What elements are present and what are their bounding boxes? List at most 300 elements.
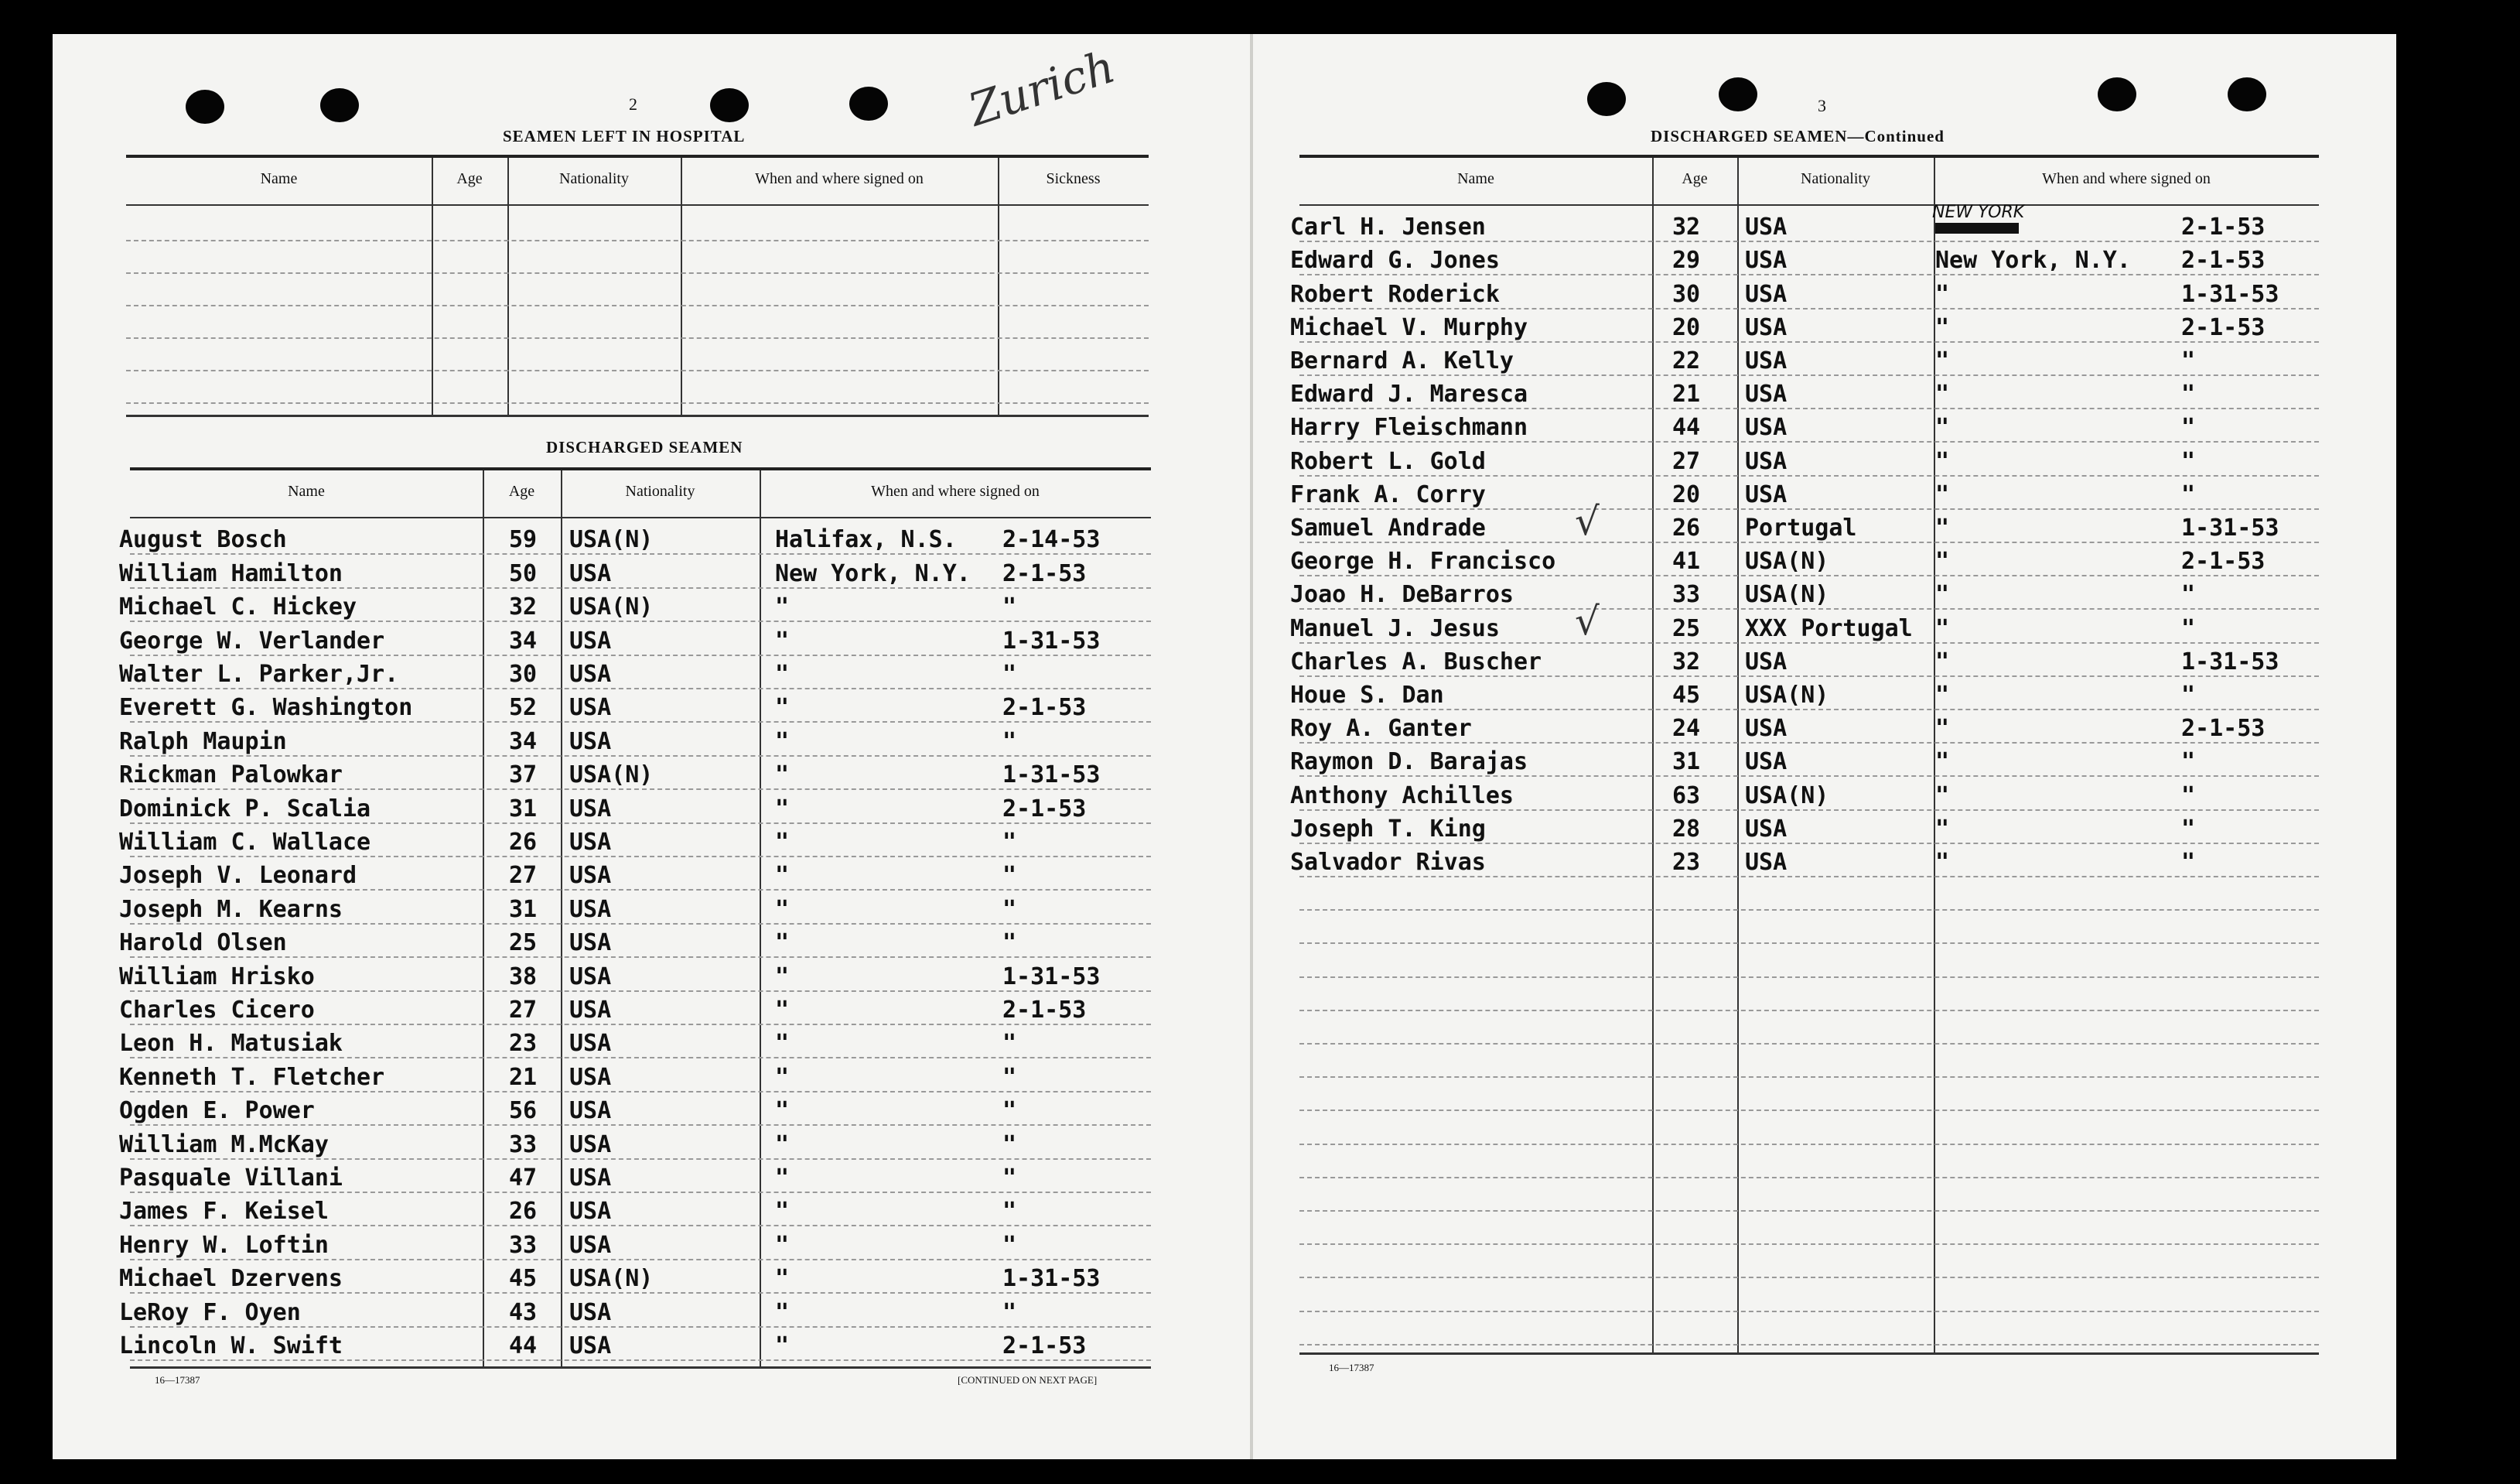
seaman-nationality: USA (1745, 214, 1788, 241)
signed-on-place: " (1935, 614, 1950, 642)
table-row (1299, 1043, 2319, 1078)
seaman-nationality: USA (569, 1063, 612, 1091)
punch-hole (710, 88, 749, 122)
seaman-age: 45 (1672, 681, 1701, 709)
punch-hole (2098, 77, 2136, 111)
signed-on-place: " (775, 862, 790, 890)
seaman-name: Carl H. Jensen (1290, 214, 1486, 241)
seaman-age: 21 (509, 1063, 538, 1091)
column-header: Age (508, 483, 535, 500)
seaman-nationality: USA (569, 1130, 612, 1158)
table-row (1290, 542, 2319, 576)
signed-on-date: " (2181, 614, 2196, 642)
seaman-name: Edward J. Maresca (1290, 381, 1528, 409)
seaman-nationality: USA (1745, 715, 1788, 743)
seaman-age: 32 (509, 593, 538, 621)
table-row (1299, 1177, 2319, 1212)
seaman-name: Rickman Palowkar (119, 761, 343, 789)
seaman-nationality: USA (569, 627, 612, 655)
table-row (1290, 408, 2319, 443)
seaman-nationality: USA (1745, 480, 1788, 508)
seaman-name: George W. Verlander (119, 627, 385, 655)
seaman-nationality: USA (569, 660, 612, 688)
signed-on-place: " (775, 1265, 790, 1293)
signed-on-place: " (775, 1097, 790, 1125)
signed-on-place: " (1935, 414, 1950, 442)
table-row (1290, 675, 2319, 710)
table-row (1290, 775, 2319, 810)
column-header: Age (1682, 170, 1708, 187)
seaman-nationality: USA (569, 929, 612, 957)
signed-on-date: " (2181, 848, 2196, 876)
seaman-age: 33 (1672, 581, 1701, 609)
signed-on-date: 2-1-53 (2181, 247, 2266, 275)
continued-note: [CONTINUED ON NEXT PAGE] (958, 1374, 1098, 1386)
seaman-nationality: USA (569, 1097, 612, 1125)
table-row (1299, 1210, 2319, 1245)
table-row (119, 1124, 1151, 1159)
seaman-age: 52 (509, 694, 538, 722)
table-row (119, 1192, 1151, 1226)
seaman-age: 23 (1672, 848, 1701, 876)
signed-on-date: 1-31-53 (1002, 627, 1101, 655)
column-header: Nationality (625, 483, 695, 500)
table-row (1290, 203, 2319, 242)
seaman-age: 24 (1672, 715, 1701, 743)
table-row (1290, 599, 2319, 645)
signed-on-date: 2-1-53 (2181, 715, 2266, 743)
signed-on-place: " (775, 761, 790, 789)
seaman-name: Joao H. DeBarros (1290, 581, 1514, 609)
table-row (119, 1158, 1151, 1193)
signed-on-date: 2-1-53 (1002, 996, 1087, 1024)
table-top-rule (130, 467, 1151, 470)
table-row (119, 755, 1151, 790)
signed-on-place: New York, N.Y. (1935, 247, 2131, 275)
signed-on-date: 1-31-53 (2181, 648, 2279, 675)
signed-on-place: " (775, 660, 790, 688)
column-header: Nationality (1801, 170, 1870, 187)
seaman-name: Ralph Maupin (119, 727, 287, 755)
seaman-nationality: USA(N) (1745, 681, 1829, 709)
signed-on-place: " (1935, 748, 1950, 776)
seaman-age: 56 (509, 1097, 538, 1125)
table-row (119, 621, 1151, 655)
seaman-age: 30 (509, 660, 538, 688)
table-row (1290, 274, 2319, 309)
seaman-nationality: USA(N) (569, 761, 654, 789)
signed-on-date: 1-31-53 (2181, 514, 2279, 542)
seaman-name: William M.McKay (119, 1130, 329, 1158)
seaman-name: Joseph V. Leonard (119, 862, 357, 890)
seaman-name: Michael Dzervens (119, 1265, 343, 1293)
table-row (119, 1091, 1151, 1126)
hospital-row (126, 272, 1149, 306)
signed-on-place: " (775, 1164, 790, 1192)
column-header: When and where signed on (2042, 170, 2211, 187)
table-row (1290, 709, 2319, 744)
hospital-section-title: SEAMEN LEFT IN HOSPITAL (503, 127, 746, 145)
table-row (1290, 843, 2319, 877)
check-mark: √ (1575, 498, 1600, 544)
signed-on-place: " (1935, 815, 1950, 843)
seaman-nationality: USA(N) (569, 526, 654, 554)
signed-on-date: 2-1-53 (1002, 1332, 1087, 1359)
punch-hole (1719, 77, 1757, 111)
column-header: Age (456, 170, 483, 187)
signed-on-date: 2-1-53 (1002, 795, 1087, 822)
seaman-age: 25 (509, 929, 538, 957)
column-header: Name (288, 483, 325, 500)
signed-on-date: " (2181, 381, 2196, 409)
seaman-age: 27 (1672, 447, 1701, 475)
hospital-row (126, 370, 1149, 404)
signed-on-place: " (1935, 548, 1950, 576)
signed-on-date: " (1002, 929, 1017, 957)
table-row (119, 956, 1151, 991)
seaman-nationality: USA (569, 795, 612, 822)
seaman-name: George H. Francisco (1290, 548, 1556, 576)
table-row (1290, 241, 2319, 275)
table-row (1299, 1076, 2319, 1111)
seaman-age: 41 (1672, 548, 1701, 576)
signed-on-date: " (1002, 1231, 1017, 1259)
seaman-age: 33 (509, 1231, 538, 1259)
seaman-name: Walter L. Parker,Jr. (119, 660, 399, 688)
seaman-age: 43 (509, 1298, 538, 1326)
signed-on-place: " (1935, 648, 1950, 675)
column-header: When and where signed on (871, 483, 1040, 500)
form-number-right: 16—17387 (1329, 1362, 1374, 1373)
signed-on-date: " (1002, 1198, 1017, 1226)
seaman-age: 20 (1672, 480, 1701, 508)
table-row (1299, 1277, 2319, 1311)
seaman-name: Salvador Rivas (1290, 848, 1486, 876)
table-row (119, 721, 1151, 756)
signed-on-place: " (775, 1030, 790, 1058)
seaman-nationality: USA (1745, 381, 1788, 409)
signed-on-place: " (775, 929, 790, 957)
signed-on-place: " (1935, 581, 1950, 609)
table-row (119, 788, 1151, 823)
punch-hole (186, 90, 224, 124)
seaman-name: Robert Roderick (1290, 280, 1500, 308)
signed-on-date: 1-31-53 (1002, 761, 1101, 789)
signed-on-place: " (775, 627, 790, 655)
seaman-age: 29 (1672, 247, 1701, 275)
signed-on-place: " (775, 795, 790, 822)
seaman-age: 44 (1672, 414, 1701, 442)
punch-hole (1587, 82, 1626, 116)
table-row (1290, 341, 2319, 376)
seaman-age: 21 (1672, 381, 1701, 409)
punch-hole (2228, 77, 2266, 111)
seaman-nationality: USA(N) (569, 593, 654, 621)
seaman-nationality: USA (569, 559, 612, 587)
seaman-name: Dominick P. Scalia (119, 795, 371, 822)
seaman-age: 30 (1672, 280, 1701, 308)
signed-on-date: " (2181, 480, 2196, 508)
page-number-right: 3 (1818, 96, 1826, 115)
seaman-nationality: USA (569, 1298, 612, 1326)
signed-on-date: " (2181, 447, 2196, 475)
signed-on-date: " (1002, 1298, 1017, 1326)
table-row (1290, 809, 2319, 844)
seaman-age: 45 (509, 1265, 538, 1293)
seaman-nationality: USA (569, 1231, 612, 1259)
signed-on-date: " (2181, 681, 2196, 709)
table-row (1299, 1010, 2319, 1045)
seaman-nationality: USA (1745, 313, 1788, 341)
seaman-name: Leon H. Matusiak (119, 1030, 343, 1058)
signed-on-place: " (775, 1130, 790, 1158)
table-row (1290, 308, 2319, 343)
seaman-age: 32 (1672, 648, 1701, 675)
table-row (1290, 742, 2319, 777)
seaman-age: 28 (1672, 815, 1701, 843)
seaman-name: Manuel J. Jesus (1290, 614, 1500, 642)
seaman-nationality: USA (1745, 347, 1788, 374)
signed-on-date: " (1002, 1130, 1017, 1158)
header-rule (126, 204, 1149, 206)
seaman-nationality: USA (569, 1198, 612, 1226)
seaman-name: Harold Olsen (119, 929, 287, 957)
seaman-age: 31 (1672, 748, 1701, 776)
seaman-age: 25 (1672, 614, 1701, 642)
seaman-name: Charles A. Buscher (1290, 648, 1542, 675)
seaman-name: Pasquale Villani (119, 1164, 343, 1192)
seaman-name: Everett G. Washington (119, 694, 413, 722)
page-fold (1250, 34, 1253, 1459)
signed-on-place: " (775, 727, 790, 755)
seaman-age: 26 (1672, 514, 1701, 542)
seaman-nationality: USA (569, 828, 612, 856)
signed-on-date: " (1002, 828, 1017, 856)
seaman-nationality: USA (569, 862, 612, 890)
seaman-name: Joseph M. Kearns (119, 895, 343, 923)
signed-on-date: " (1002, 862, 1017, 890)
table-top-rule (126, 155, 1149, 158)
signed-on-place: " (775, 1298, 790, 1326)
signed-on-date: " (2181, 347, 2196, 374)
table-row (119, 990, 1151, 1025)
table-row (1299, 976, 2319, 1011)
signed-on-date: " (1002, 1063, 1017, 1091)
seaman-nationality: USA (1745, 280, 1788, 308)
handwritten-place: NEW YORK (1932, 203, 2025, 222)
seaman-nationality: USA(N) (1745, 781, 1829, 809)
signed-on-place: " (775, 593, 790, 621)
signed-on-place: " (775, 996, 790, 1024)
seaman-age: 26 (509, 828, 538, 856)
seaman-name: Kenneth T. Fletcher (119, 1063, 385, 1091)
seaman-name: Samuel Andrade (1290, 514, 1486, 542)
seaman-nationality: USA (1745, 848, 1788, 876)
signed-on-date: " (1002, 1164, 1017, 1192)
seaman-nationality: USA (569, 694, 612, 722)
signed-on-place: " (1935, 347, 1950, 374)
seaman-age: 27 (509, 996, 538, 1024)
table-row (1299, 1243, 2319, 1278)
table-bottom-rule (130, 1366, 1151, 1369)
table-row (119, 1057, 1151, 1092)
seaman-nationality: USA (1745, 815, 1788, 843)
discharged-table (119, 467, 1151, 1366)
table-row (1290, 642, 2319, 677)
seaman-nationality: USA (1745, 247, 1788, 275)
column-header: When and where signed on (755, 170, 924, 187)
seaman-name: Lincoln W. Swift (119, 1332, 343, 1359)
table-row (1290, 575, 2319, 610)
page-number-left: 2 (629, 94, 637, 114)
table-row (119, 889, 1151, 924)
table-bottom-rule (1299, 1352, 2319, 1355)
table-row (119, 688, 1151, 723)
signed-on-date: " (1002, 1030, 1017, 1058)
signed-on-place: " (775, 1198, 790, 1226)
seaman-nationality: USA (569, 963, 612, 990)
table-bottom-rule (126, 415, 1149, 417)
signed-on-date: 2-1-53 (2181, 548, 2266, 576)
table-row (1299, 942, 2319, 977)
seaman-name: Charles Cicero (119, 996, 315, 1024)
seaman-age: 23 (509, 1030, 538, 1058)
column-header: Nationality (559, 170, 629, 187)
punch-hole (849, 87, 888, 121)
table-row (1299, 1144, 2319, 1178)
check-mark: √ (1575, 599, 1600, 645)
seaman-nationality: USA (1745, 748, 1788, 776)
seaman-name: Roy A. Ganter (1290, 715, 1472, 743)
signed-on-place: " (775, 694, 790, 722)
signed-on-place: New York, N.Y. (775, 559, 971, 587)
table-row (119, 553, 1151, 588)
signed-on-place: " (775, 963, 790, 990)
struck-out-text (1935, 223, 2019, 234)
seaman-name: William C. Wallace (119, 828, 371, 856)
column-header: Sickness (1046, 170, 1101, 187)
signed-on-place: " (1935, 681, 1950, 709)
table-row (119, 655, 1151, 689)
signed-on-date: 2-1-53 (1002, 694, 1087, 722)
column-header: Name (1457, 170, 1494, 187)
hospital-row (126, 305, 1149, 339)
table-row (119, 1326, 1151, 1361)
seaman-name: August Bosch (119, 526, 287, 554)
column-header: Name (260, 170, 298, 187)
signed-on-date: 2-1-53 (2181, 214, 2266, 241)
seaman-name: James F. Keisel (119, 1198, 329, 1226)
seaman-name: Bernard A. Kelly (1290, 347, 1514, 374)
seaman-age: 63 (1672, 781, 1701, 809)
hospital-row (126, 207, 1149, 241)
seaman-age: 20 (1672, 313, 1701, 341)
table-row (1299, 1110, 2319, 1144)
seaman-name: Houe S. Dan (1290, 681, 1444, 709)
table-row (1290, 475, 2319, 510)
signed-on-date: " (2181, 781, 2196, 809)
signed-on-date: " (2181, 581, 2196, 609)
signed-on-date: 1-31-53 (2181, 280, 2279, 308)
seaman-age: 33 (509, 1130, 538, 1158)
table-row (119, 1292, 1151, 1327)
seaman-nationality: USA(N) (1745, 548, 1829, 576)
seaman-age: 37 (509, 761, 538, 789)
table-row (119, 587, 1151, 622)
signed-on-place: " (775, 1231, 790, 1259)
seaman-nationality: Portugal (1745, 514, 1857, 542)
table-row (1290, 441, 2319, 476)
signed-on-date: " (2181, 414, 2196, 442)
seaman-name: LeRoy F. Oyen (119, 1298, 301, 1326)
table-row (119, 822, 1151, 857)
right-section-title: DISCHARGED SEAMEN—Continued (1651, 127, 1945, 145)
signed-on-date: 2-14-53 (1002, 526, 1101, 554)
signed-on-place: " (1935, 480, 1950, 508)
table-row (119, 1024, 1151, 1058)
signed-on-place: " (775, 1063, 790, 1091)
seaman-age: 47 (509, 1164, 538, 1192)
signed-on-date: " (1002, 660, 1017, 688)
signed-on-place: Halifax, N.S. (775, 526, 957, 554)
signed-on-date: " (2181, 748, 2196, 776)
form-number-left: 16—17387 (155, 1374, 200, 1386)
signed-on-date: " (1002, 727, 1017, 755)
signed-on-place: " (1935, 514, 1950, 542)
seaman-name: William Hrisko (119, 963, 315, 990)
seaman-nationality: USA (1745, 414, 1788, 442)
signed-on-date: " (1002, 1097, 1017, 1125)
table-row (119, 1225, 1151, 1260)
signed-on-date: " (1002, 895, 1017, 923)
signed-on-place: " (775, 895, 790, 923)
seaman-age: 34 (509, 627, 538, 655)
signed-on-place: " (1935, 381, 1950, 409)
seaman-nationality: USA (569, 1030, 612, 1058)
seaman-age: 31 (509, 795, 538, 822)
seaman-name: Ogden E. Power (119, 1097, 315, 1125)
signed-on-date: 2-1-53 (1002, 559, 1087, 587)
table-row (119, 923, 1151, 958)
signed-on-place: " (1935, 715, 1950, 743)
table-row (1290, 374, 2319, 409)
seaman-name: Raymon D. Barajas (1290, 748, 1528, 776)
seaman-name: Edward G. Jones (1290, 247, 1500, 275)
signed-on-date: " (1002, 593, 1017, 621)
signed-on-place: " (1935, 313, 1950, 341)
seaman-age: 22 (1672, 347, 1701, 374)
punch-hole (320, 88, 359, 122)
signed-on-date: " (2181, 815, 2196, 843)
seaman-name: William Hamilton (119, 559, 343, 587)
table-row (1299, 909, 2319, 944)
signed-on-place: " (1935, 781, 1950, 809)
seaman-nationality: USA(N) (1745, 581, 1829, 609)
hospital-table (126, 155, 1149, 418)
seaman-age: 34 (509, 727, 538, 755)
seaman-age: 38 (509, 963, 538, 990)
signed-on-date: 1-31-53 (1002, 963, 1101, 990)
seaman-nationality: USA (569, 1332, 612, 1359)
seaman-name: Joseph T. King (1290, 815, 1486, 843)
seaman-nationality: USA (569, 1164, 612, 1192)
signed-on-place: " (1935, 447, 1950, 475)
signed-on-place: " (775, 828, 790, 856)
seaman-nationality: USA (569, 996, 612, 1024)
seaman-name: Anthony Achilles (1290, 781, 1514, 809)
seaman-nationality: USA (1745, 447, 1788, 475)
seaman-name: Robert L. Gold (1290, 447, 1486, 475)
